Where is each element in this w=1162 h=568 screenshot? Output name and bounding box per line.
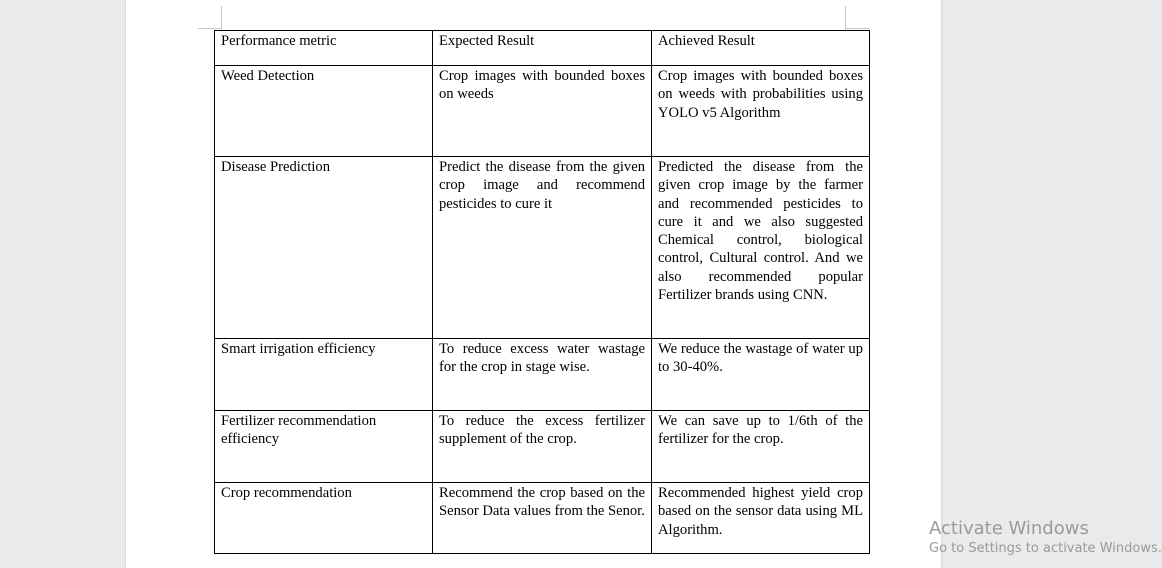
table-row	[215, 157, 870, 339]
crop-mark-top-right	[846, 28, 870, 29]
performance-table	[214, 30, 870, 554]
table-row	[215, 66, 870, 157]
crop-mark-top-right	[845, 6, 846, 30]
metric-cell: Fertilizer recommendation efficiency	[215, 411, 433, 483]
watermark-title: Activate Windows	[929, 518, 1089, 539]
achieved-cell: We can save up to 1/6th of the fertilizer for the crop.	[652, 411, 870, 483]
header-cell-achieved: Achieved Result	[652, 31, 870, 66]
metric-cell: Smart irrigation efficiency	[215, 339, 433, 411]
achieved-cell: We reduce the wastage of water up to 30-40%.	[652, 339, 870, 411]
expected-cell: To reduce excess water wastage for the crop in stage wise.	[433, 339, 652, 411]
table-row	[215, 411, 870, 483]
metric-cell: Crop recommendation	[215, 483, 433, 554]
metric-cell: Disease Prediction	[215, 157, 433, 339]
table-row	[215, 483, 870, 554]
expected-cell: Crop images with bounded boxes on weeds	[433, 66, 652, 157]
table-row	[215, 339, 870, 411]
crop-mark-top-left	[221, 6, 222, 30]
expected-cell: Predict the disease from the given crop image and recommend pesticides to cure it	[433, 157, 652, 339]
header-cell-expected: Expected Result	[433, 31, 652, 66]
achieved-cell: Crop images with bounded boxes on weeds with probabilities using YOLO v5 Algorithm	[652, 66, 870, 157]
metric-cell: Weed Detection	[215, 66, 433, 157]
header-cell-metric: Performance metric	[215, 31, 433, 66]
expected-cell: Recommend the crop based on the Sensor Data values from the Senor.	[433, 483, 652, 554]
achieved-cell: Predicted the disease from the given crop image by the farmer and recommended pesticides to cure it and we also suggested Chemical control, biological control, Cultural control. And we also recommended popular Fertilizer brands using CNN.	[652, 157, 870, 339]
watermark-subtitle: Go to Settings to activate Windows.	[929, 541, 1162, 556]
expected-cell: To reduce the excess fertilizer supplement of the crop.	[433, 411, 652, 483]
table-header-row	[215, 31, 870, 66]
activate-windows-watermark	[929, 518, 1162, 558]
crop-mark-top-left	[198, 28, 222, 29]
achieved-cell: Recommended highest yield crop based on the sensor data using ML Algorithm.	[652, 483, 870, 554]
